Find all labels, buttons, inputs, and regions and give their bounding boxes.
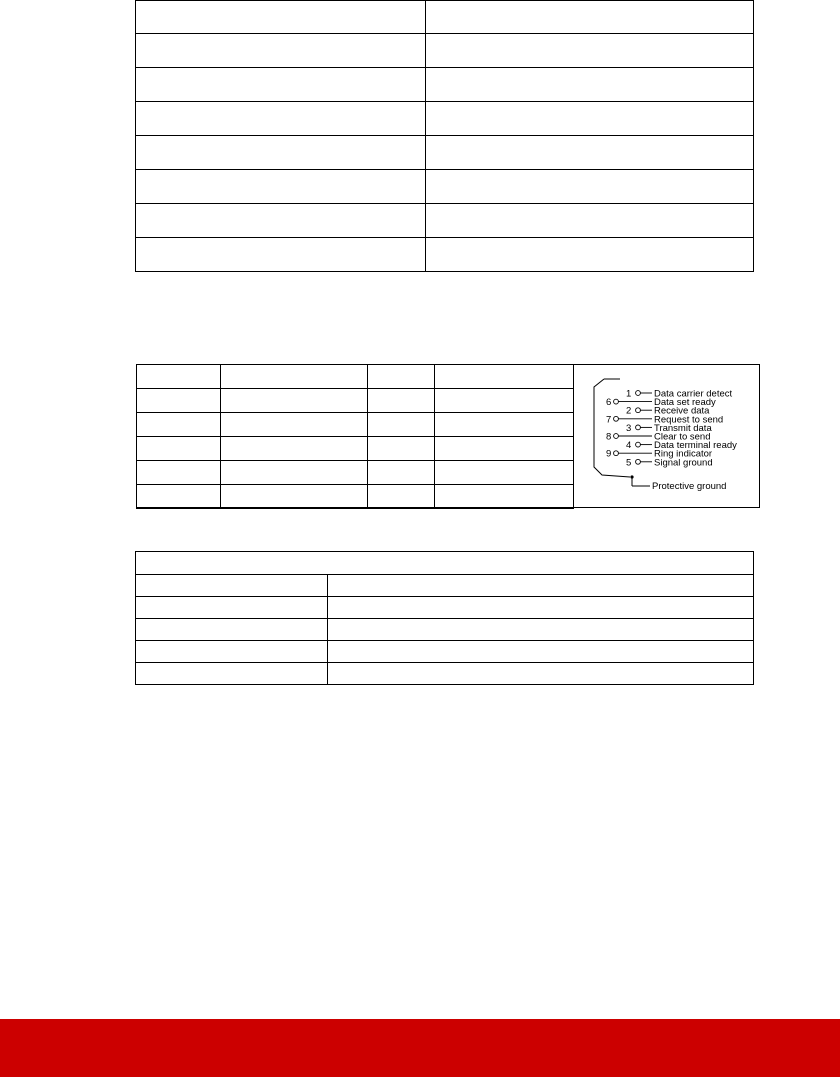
pin-assignment-table <box>136 364 574 509</box>
pin-contact <box>636 425 641 430</box>
table-cell <box>221 413 368 437</box>
table-cell <box>136 597 328 619</box>
footer-bar <box>0 1019 840 1077</box>
table-cell <box>327 575 753 597</box>
pin-assignment-block <box>136 364 760 508</box>
settings-table <box>135 0 754 272</box>
table-cell <box>221 461 368 485</box>
table-cell <box>136 575 328 597</box>
table-cell <box>425 204 753 238</box>
pin-contact <box>614 451 619 456</box>
pin-number: 8 <box>606 431 612 443</box>
table-row <box>137 389 574 413</box>
table-cell <box>137 413 221 437</box>
table-row <box>136 619 754 641</box>
table-cell <box>368 437 435 461</box>
table-row <box>136 1 754 34</box>
pin-number: 5 <box>626 457 632 469</box>
specifications-table <box>135 551 754 685</box>
table-cell <box>327 641 753 663</box>
pin-contact <box>636 459 641 464</box>
table-header-cell <box>136 552 754 575</box>
table-cell <box>425 102 753 136</box>
table-cell <box>434 461 573 485</box>
pin-number: 3 <box>626 422 632 434</box>
table-cell <box>137 485 221 509</box>
table-cell <box>137 365 221 389</box>
table-cell <box>221 485 368 509</box>
pin-contact <box>614 416 619 421</box>
pin-contact <box>636 408 641 413</box>
table-cell <box>368 389 435 413</box>
table-cell <box>434 413 573 437</box>
table-cell <box>368 485 435 509</box>
table-row <box>136 34 754 68</box>
pin-contact <box>614 399 619 404</box>
table-cell <box>137 389 221 413</box>
table-cell <box>136 204 426 238</box>
table-cell <box>425 68 753 102</box>
table-cell <box>136 238 426 272</box>
signal-label: Receive data <box>654 405 710 417</box>
table-row <box>136 238 754 272</box>
table-cell <box>425 238 753 272</box>
table-cell <box>137 461 221 485</box>
table-row <box>137 461 574 485</box>
pin-number: 9 <box>606 448 612 460</box>
signal-label: Data carrier detect <box>654 388 733 400</box>
pin-number: 4 <box>626 440 632 452</box>
table-cell <box>136 68 426 102</box>
table-cell <box>425 170 753 204</box>
table-cell <box>434 365 573 389</box>
table-cell <box>434 485 573 509</box>
table-row <box>136 597 754 619</box>
table-cell <box>434 437 573 461</box>
table-cell <box>136 170 426 204</box>
table-cell <box>136 102 426 136</box>
signal-label: Data set ready <box>654 397 716 409</box>
table-cell <box>136 1 426 34</box>
table-cell <box>136 641 328 663</box>
table-cell <box>327 663 753 685</box>
table-cell <box>136 663 328 685</box>
table-cell <box>136 619 328 641</box>
table-row <box>137 413 574 437</box>
table-row <box>136 102 754 136</box>
ground-label: Protective ground <box>652 481 727 492</box>
pin-contact <box>614 434 619 439</box>
table-cell <box>221 365 368 389</box>
table-cell <box>136 136 426 170</box>
pin-number: 2 <box>626 405 632 417</box>
table-row <box>137 485 574 509</box>
table-row <box>137 365 574 389</box>
signal-label: Data terminal ready <box>654 440 737 452</box>
table-row <box>136 663 754 685</box>
table-cell <box>327 619 753 641</box>
table-row <box>136 170 754 204</box>
pin-number: 7 <box>606 414 612 426</box>
table-cell <box>221 389 368 413</box>
table-cell <box>434 389 573 413</box>
table-row <box>137 437 574 461</box>
pin-contact <box>636 391 641 396</box>
table-cell <box>221 437 368 461</box>
table-cell <box>425 34 753 68</box>
table-row <box>136 575 754 597</box>
table-cell <box>425 136 753 170</box>
signal-label: Ring indicator <box>654 448 713 460</box>
table-row <box>136 68 754 102</box>
table-cell <box>368 413 435 437</box>
table-cell <box>136 34 426 68</box>
signal-label: Signal ground <box>654 457 713 469</box>
pin-contact <box>636 442 641 447</box>
pin-number: 1 <box>626 388 632 400</box>
db9-connector-icon <box>574 365 760 507</box>
signal-label: Clear to send <box>654 431 711 443</box>
pin-number: 6 <box>606 397 612 409</box>
table-row <box>136 136 754 170</box>
table-cell <box>368 365 435 389</box>
table-cell <box>327 597 753 619</box>
signal-label: Transmit data <box>654 422 712 434</box>
signal-label: Request to send <box>654 414 724 426</box>
table-cell <box>137 437 221 461</box>
table-row <box>136 641 754 663</box>
table-cell <box>368 461 435 485</box>
table-row <box>136 204 754 238</box>
db9-connector-diagram <box>574 365 760 507</box>
table-header-row <box>136 552 754 575</box>
table-cell <box>425 1 753 34</box>
